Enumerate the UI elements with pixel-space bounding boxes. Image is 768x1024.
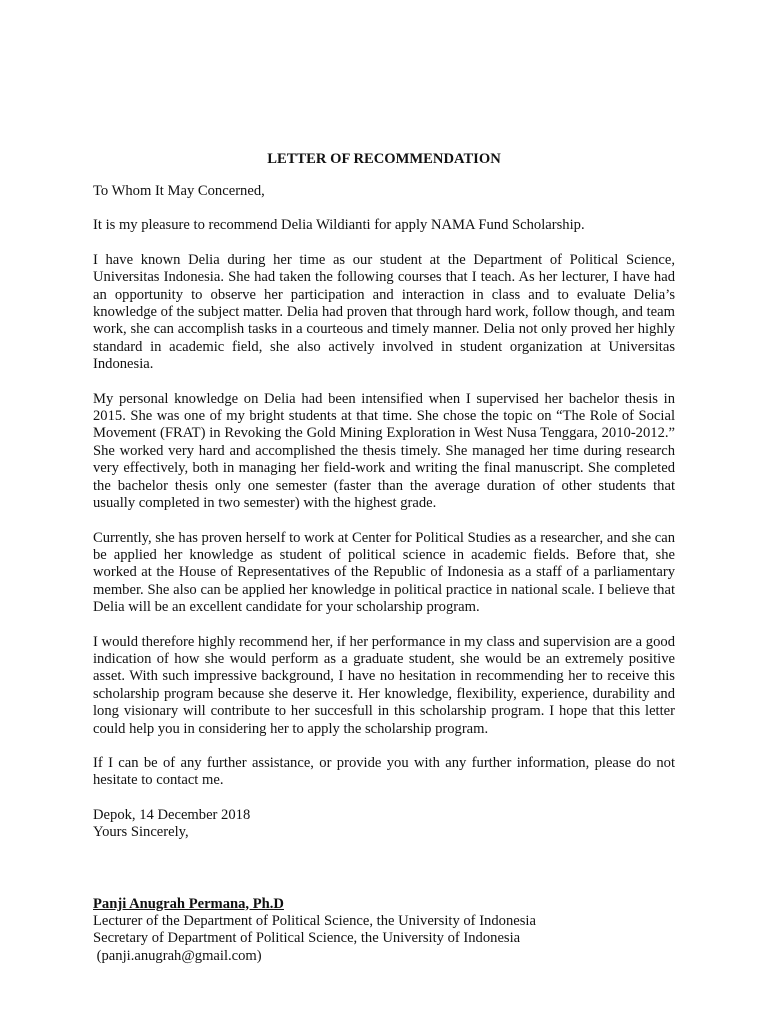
salutation: To Whom It May Concerned, xyxy=(93,183,265,199)
signature-space xyxy=(93,842,675,896)
body-paragraph-2: My personal knowledge on Delia had been intensified when I supervised her bachelor thesis in 2015. She was one of my bright students at that time. She chose the topic on “The Role of Social Movement (FRAT) in Revoking the Gold Mining Exploration in West Nusa Tenggara, 2010-2012.” She worked very hard and accomplished the thesis timely. She managed her time during research very effectively, both in managing her field-work and writing the final manuscript. She completed the bachelor thesis only one semester (faster than the average duration of other students that usually completed in two semester) with the highest grade. xyxy=(93,390,675,512)
signatory-position-secretary: Secretary of Department of Political Science, the University of Indonesia xyxy=(93,930,521,947)
signature-block xyxy=(93,896,675,966)
signatory-position-lecturer: Lecturer of the Department of Political Science, the University of Indonesia xyxy=(93,913,536,929)
body-paragraph-1: I have known Delia during her time as our student at the Department of Political Science, Universitas Indonesia. She had taken the following courses that I teach. As her lecturer, I have had an opportunity to observe her participation and interaction in class and to evaluate Delia’s knowledge of the subject matter. Delia had proven that through hard work, follow though, and team work, she can accomplish tasks in a courteous and timely manner. Delia not only proved her highly standard in academic field, she also actively involved in student organization at Universitas Indonesia. xyxy=(93,251,675,373)
body-paragraph-5: If I can be of any further assistance, or provide you with any further information, please do not hesitate to contact me. xyxy=(93,754,675,789)
body-paragraph-4: I would therefore highly recommend her, if her performance in my class and supervision are a good indication of how she would perform as a graduate student, she would be an extremely positive asset. With such impressive background, I have no hesitation in recommending her to receive this scholarship program because she deserve it. Her knowledge, flexibility, experience, durability and long visionary will contribute to her succesfull in this scholarship program. I hope that this letter could help you in considering her to apply the scholarship program. xyxy=(93,633,675,737)
place-date: Depok, 14 December 2018 xyxy=(93,806,251,823)
letter-title: LETTER OF RECOMMENDATION xyxy=(267,151,501,167)
closing-phrase: Yours Sincerely, xyxy=(93,824,189,841)
intro-paragraph: It is my pleasure to recommend Delia Wildianti for apply NAMA Fund Scholarship. xyxy=(93,217,585,234)
closing-block xyxy=(93,807,675,842)
signatory-name: Panji Anugrah Permana, Ph.D xyxy=(93,895,284,912)
body-paragraph-3: Currently, she has proven herself to work at Center for Political Studies as a researcher, and she can be applied her knowledge as student of political science in academic fields. Before that, she worked at the House of Representatives of the Republic of Indonesia as a staff of a parliamentary member. She also can be applied her knowledge in political practice in national scale. I believe that Delia will be an excellent candidate for your scholarship program. xyxy=(93,529,675,616)
signatory-email: (panji.anugrah@gmail.com) xyxy=(93,947,262,964)
